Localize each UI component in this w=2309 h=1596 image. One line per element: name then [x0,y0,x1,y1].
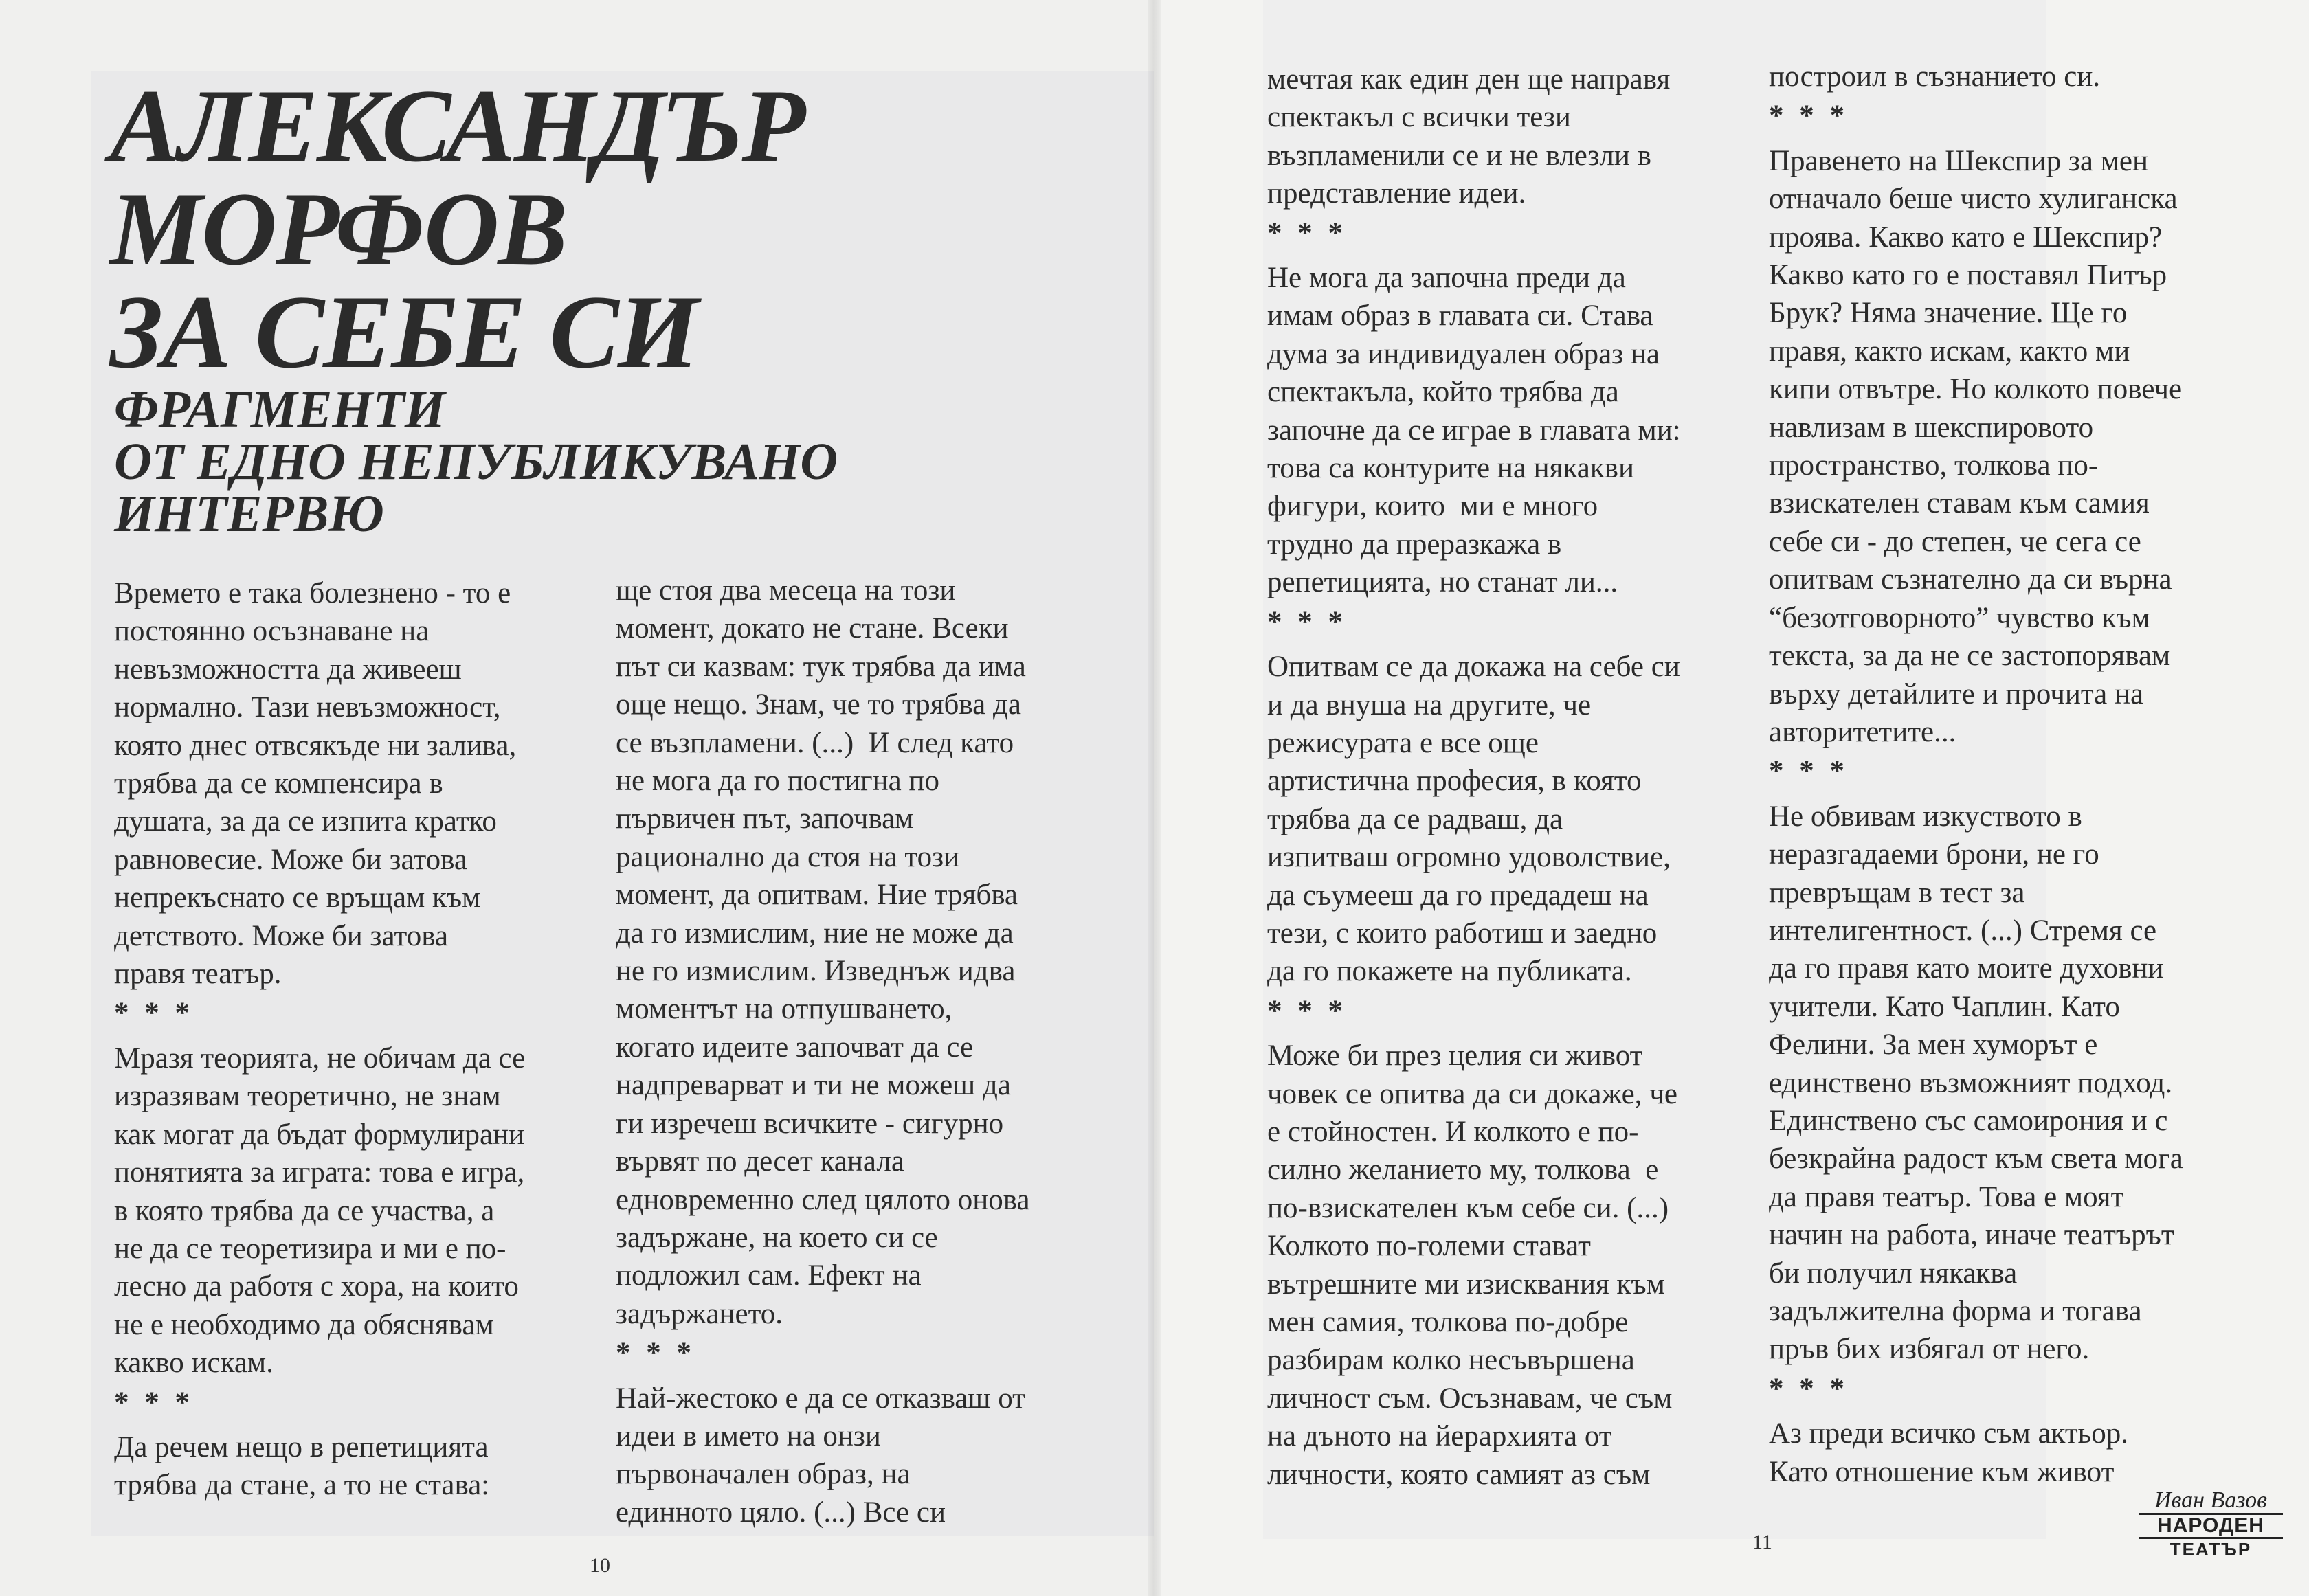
text-column-3 [1267,60,1741,1494]
text-line: понятията за играта: това е игра, [114,1156,525,1189]
text-line: изпитваш огромно удоволствие, [1267,841,1671,874]
paragraph [1769,58,2264,95]
text-line: когато идеите започват да се [616,1031,974,1064]
text-line: превръщам в тест за [1769,876,2025,909]
text-line: още нещо. Знам, че то трябва да [616,688,1021,721]
paragraph [1267,259,1741,602]
text-line: текста, за да не се застопорявам [1769,640,2171,673]
text-line: кипи отвътре. Но колкото повече [1769,373,2183,406]
logo-line-1: НАРОДЕН [2139,1513,2283,1539]
text-line: построил в съзнанието си. [1769,60,2101,93]
text-line: спектакъла, който трябва да [1267,376,1619,409]
text-line: задържането. [616,1297,783,1330]
paragraph [616,1380,1111,1532]
text-line: не да се теоретизира и ми е по- [114,1232,506,1265]
paragraph [1769,798,2264,1369]
text-line: правя театър. [114,958,282,991]
text-line: възпламенили се и не влезли в [1267,139,1651,172]
text-line: Може би през целия си живот [1267,1039,1643,1072]
section-separator: * * * [1769,755,1849,788]
text-line: как могат да бъдат формулирани [114,1118,525,1151]
text-line: Най-жестоко е да се отказваш от [616,1382,1025,1415]
text-line: режисурата е все още [1267,726,1539,759]
text-line: момент, да опитвам. Ние трябва [616,879,1018,912]
section-separator: * * * [1267,605,1347,638]
text-line: да правя театър. Това е моят [1769,1180,2124,1213]
text-line: трудно да преразкажа в [1267,528,1562,561]
text-line: едновременно след цялото онова [616,1183,1030,1216]
text-line: рационално да стоя на този [616,840,960,873]
text-line: Единствено със самоирония и с [1769,1104,2168,1137]
text-line: не мога да го постигна по [616,765,940,798]
text-line: спектакъл с всички тези [1267,101,1571,134]
text-line: проява. Какво като е Шекспир? [1769,221,2163,254]
text-line: артистична професия, в която [1267,765,1642,798]
text-line: не е необходимо да обяснявам [114,1308,494,1341]
text-line: опитвам съзнателно да си върна [1769,563,2172,596]
article-subtitle [114,381,838,543]
text-line: Мразя теорията, не обичам да се [114,1042,526,1075]
text-line: път си казвам: тук трябва да има [616,650,1026,683]
text-line: постоянно осъзнаване на [114,615,430,648]
paragraph [114,1428,595,1505]
text-line: да съумееш да го предадеш на [1267,879,1649,912]
text-line: по-взискателен към себе си. (...) [1267,1191,1669,1224]
text-line: започне да се играе в главата ми: [1267,414,1681,447]
text-line: подложил сам. Ефект на [616,1259,922,1292]
text-line: идеи в името на онзи [616,1419,881,1452]
text-line: представление идеи. [1267,177,1526,210]
text-line: личност съм. Осъзнавам, че съм [1267,1382,1673,1415]
text-line: учители. Като Чаплин. Като [1769,990,2120,1023]
text-line: трябва да се радваш, да [1267,802,1563,835]
text-line: единствено възможният подход. [1769,1066,2173,1099]
text-line: начин на работа, иначе театърът [1769,1219,2174,1252]
text-line: да го правя като моите духовни [1769,952,2164,985]
text-line: авторитетите... [1769,715,1956,748]
section-separator: * * * [114,997,194,1030]
text-line: Опитвам се да докажа на себе си [1267,651,1680,684]
text-line: навлизам в шекспировото [1769,411,2094,444]
text-line: да го измислим, ние не може да [616,917,1014,949]
section-separator: * * * [114,1386,194,1419]
text-line: безкрайна радост към света мога [1769,1143,2183,1176]
text-line: Какво като го е поставял Питър [1769,259,2167,292]
section-separator: * * * [1267,216,1347,249]
subtitle-line: ФРАГМЕНТИ [114,381,445,438]
text-line: ги изречеш всичките - сигурно [616,1107,1004,1140]
article-title [110,68,805,390]
text-line: това са контурите на някакви [1267,452,1634,485]
text-line: Правенето на Шекспир за мен [1769,144,2148,177]
text-line: какво искам. [114,1347,274,1380]
text-column-1 [114,574,595,1505]
text-line: правя, както искам, както ми [1769,335,2130,368]
paragraph [1267,60,1741,213]
text-line: надпреварват и ти не можеш да [616,1069,1011,1102]
text-line: вътрешните ми изисквания към [1267,1268,1665,1301]
text-line: човек се опитва да си докаже, че [1267,1077,1677,1110]
page-number-right: 11 [1752,1531,1772,1553]
text-line: Колкото по-големи стават [1267,1230,1591,1263]
text-line: пръв бих избягал от него. [1769,1333,2090,1366]
text-line: силно желанието му, толкова е [1267,1154,1659,1187]
text-line: единното цяло. (...) Все си [616,1496,946,1529]
paragraph [1267,648,1741,991]
title-line: МОРФОВ [110,171,566,286]
logo-script: Иван Вазов [2154,1487,2267,1513]
text-line: вървят по десет канала [616,1145,904,1178]
text-line: да го покажете на публиката. [1267,955,1632,988]
page-fold [1148,0,1161,1596]
text-line: тези, с които работиш и заедно [1267,917,1658,949]
text-line: себе си - до степен, че сега се [1769,525,2141,558]
national-theatre-logo [2139,1488,2283,1577]
text-line: пространство, толкова по- [1769,449,2099,482]
text-line: лесно да работя с хора, на които [114,1270,519,1303]
paragraph [114,574,595,993]
text-line: нормално. Тази невъзможност, [114,691,501,724]
text-line: в която трябва да се участва, а [114,1194,495,1227]
text-line: изразявам теоретично, не знам [114,1080,501,1113]
text-line: върху детайлите и прочита на [1769,677,2144,710]
paragraph [1769,1415,2264,1491]
text-line: Аз преди всичко съм актьор. [1769,1417,2129,1450]
text-line: взискателен ставам към самия [1769,487,2150,520]
text-line: и да внуша на другите, че [1267,688,1592,721]
text-line: душата, за да се изпита кратко [114,805,497,838]
text-line: дума за индивидуален образ на [1267,337,1660,370]
title-line: ЗА СЕБЕ СИ [110,274,698,390]
text-line: задържане, на което си се [616,1221,938,1254]
text-line: моментът на отпушването, [616,993,952,1026]
text-line: имам образ в главата си. Става [1267,300,1653,333]
text-line: равновесие. Може би затова [114,843,468,876]
text-line: би получил някаква [1769,1257,2018,1290]
text-line: трябва да стане, а то не става: [114,1469,490,1502]
text-line: Времето е така болезнено - то е [114,577,511,609]
text-line: която днес отвсякъде ни залива, [114,729,517,762]
text-line: ще стоя два месеца на този [616,574,956,607]
text-line: първичен път, започвам [616,802,914,835]
text-line: Не мога да започна преди да [1267,262,1626,295]
text-line: момент, докато не стане. Всеки [616,612,1009,645]
text-line: неразгадаеми брони, не го [1769,838,2099,871]
text-line: се възпламени. (...) И след като [616,726,1014,759]
text-line: на дъното на йерархията от [1267,1420,1612,1453]
section-separator: * * * [1769,100,1849,133]
subtitle-line: ОТ ЕДНО НЕПУБЛИКУВАНО [114,433,838,491]
text-line: Фелини. За мен хуморът е [1769,1029,2098,1061]
text-line: “безотговорното” чувство към [1769,601,2150,634]
text-line: Брук? Няма значение. Ще го [1769,297,2128,330]
text-column-4 [1769,58,2264,1491]
paragraph [616,572,1111,1333]
paragraph [1267,1037,1741,1494]
text-line: Не обвивам изкуството в [1769,800,2082,833]
subtitle-line: ИНТЕРВЮ [114,485,384,543]
text-line: фигури, които ми е много [1267,490,1598,523]
section-separator: * * * [1769,1372,1849,1405]
text-line: личности, която самият аз съм [1267,1458,1651,1491]
text-line: мечтая как един ден ще направя [1267,63,1671,95]
text-line: Да речем нещо в репетицията [114,1430,489,1463]
text-line: разбирам колко несъвършена [1267,1344,1635,1377]
text-line: задължителна форма и тогава [1769,1295,2142,1327]
logo-line-2: ТЕАТЪР [2169,1539,2252,1560]
text-line: първоначален образ, на [616,1458,911,1491]
text-line: не го измислим. Изведнъж идва [616,955,1016,988]
text-line: Като отношение към живот [1769,1455,2115,1488]
text-line: интелигентност. (...) Стремя се [1769,914,2157,947]
text-line: е стойностен. И колкото е по- [1267,1115,1639,1148]
section-separator: * * * [1267,994,1347,1027]
page-number-left: 10 [590,1554,610,1577]
text-line: репетицията, но станат ли... [1267,566,1618,599]
text-line: отначало беше чисто хулиганска [1769,183,2178,216]
text-line: трябва да се компенсира в [114,767,443,800]
paragraph [1769,142,2264,752]
text-line: невъзможността да живееш [114,653,462,686]
title-line: АЛЕКСАНДЪР [110,68,805,183]
paragraph [114,1039,595,1382]
text-line: мен самия, толкова по-добре [1267,1306,1629,1338]
text-column-2 [616,572,1111,1531]
section-separator: * * * [616,1337,695,1370]
text-line: детството. Може би затова [114,919,449,952]
text-line: непрекъснато се връщам към [114,881,481,914]
